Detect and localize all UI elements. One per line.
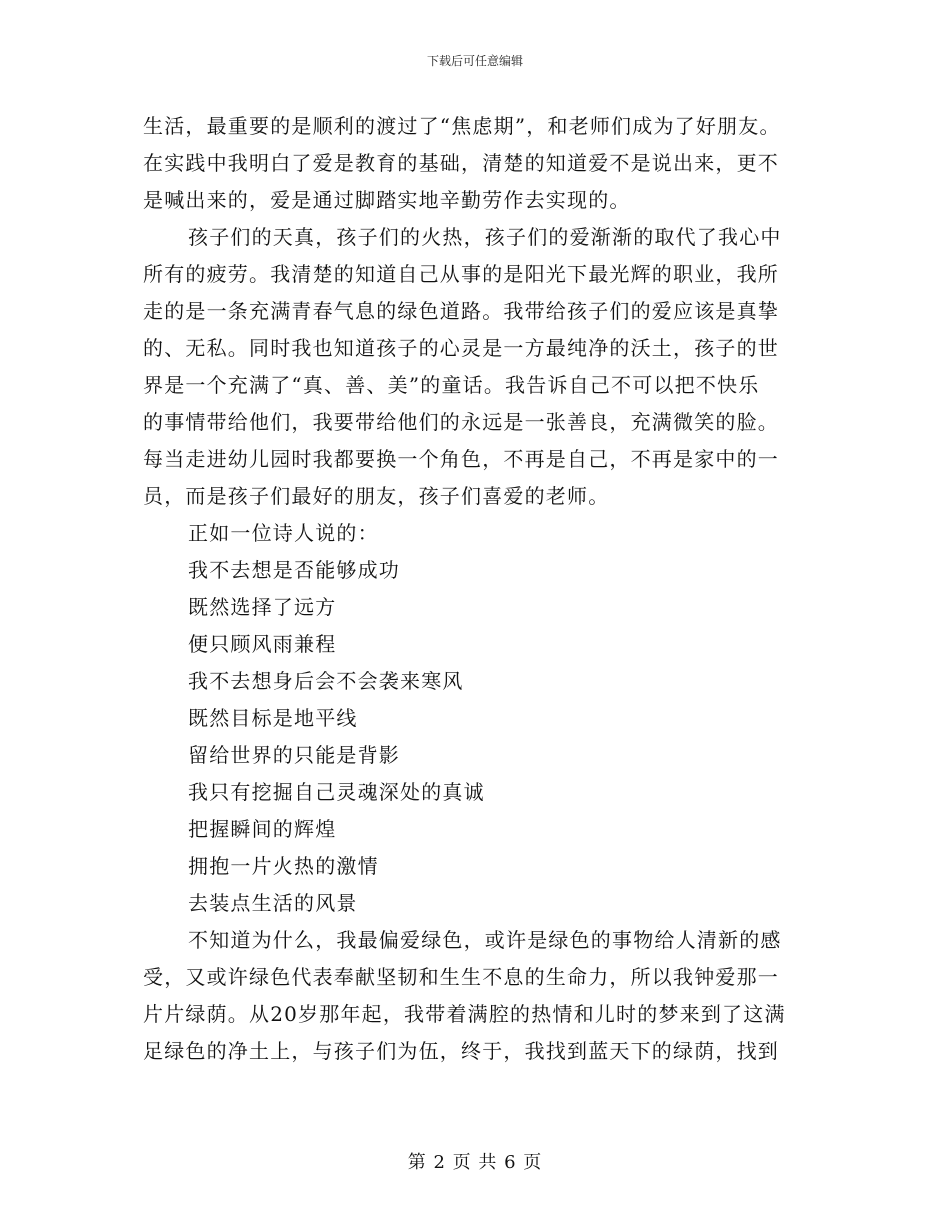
text-line: 所有的疲劳。我清楚的知道自己从事的是阳光下最光辉的职业，我所 xyxy=(143,262,779,286)
poem-line: 我不去想身后会不会袭来寒风 xyxy=(188,669,464,693)
poem-line: 便只顾风雨兼程 xyxy=(188,632,337,656)
text-line: 足绿色的净土上，与孩子们为伍，终于，我找到蓝天下的绿荫，找到 xyxy=(143,1039,779,1063)
poem-line: 把握瞬间的辉煌 xyxy=(188,817,337,841)
text-line: 的、无私。同时我也知道孩子的心灵是一方最纯净的沃土，孩子的世 xyxy=(143,336,779,360)
poem-line: 去装点生活的风景 xyxy=(188,891,358,915)
text-line: 生活，最重要的是顺利的渡过了“焦虑期”，和老师们成为了好朋友。 xyxy=(143,114,781,138)
text-line: 是喊出来的，爱是通过脚踏实地辛勤劳作去实现的。 xyxy=(143,188,631,212)
text-line: 片片绿荫。从20岁那年起，我带着满腔的热情和儿时的梦来到了这满 xyxy=(143,1002,786,1026)
paragraph-start: 不知道为什么，我最偏爱绿色，或许是绿色的事物给人清新的感 xyxy=(188,928,782,952)
text-line: 的事情带给他们，我要带给他们的永远是一张善良，充满微笑的脸。 xyxy=(143,410,779,434)
poem-line: 我只有挖掘自己灵魂深处的真诚 xyxy=(188,780,485,804)
poem-line: 留给世界的只能是背影 xyxy=(188,743,400,767)
text-line: 界是一个充满了“真、善、美”的童话。我告诉自己不可以把不快乐 xyxy=(143,373,760,397)
text-line: 员，而是孩子们最好的朋友，孩子们喜爱的老师。 xyxy=(143,484,610,508)
paragraph-start: 孩子们的天真，孩子们的火热，孩子们的爱渐渐的取代了我心中 xyxy=(188,225,782,249)
body-text xyxy=(143,108,808,1070)
poem-line: 拥抱一片火热的激情 xyxy=(188,854,379,878)
text-line: 受，又或许绿色代表奉献坚韧和生生不息的生命力，所以我钟爱那一 xyxy=(143,965,779,989)
page-header-note: 下载后可任意编辑 xyxy=(426,54,523,68)
poem-line: 既然选择了远方 xyxy=(188,595,337,619)
poem-line: 我不去想是否能够成功 xyxy=(188,558,400,582)
text-line: 走的是一条充满青春气息的绿色道路。我带给孩子们的爱应该是真挚 xyxy=(143,299,779,323)
page-number: 第 2 页 共 6 页 xyxy=(407,1152,543,1173)
text-line: 每当走进幼儿园时我都要换一个角色，不再是自己，不再是家中的一 xyxy=(143,447,779,471)
poem-line: 既然目标是地平线 xyxy=(188,706,358,730)
paragraph-start: 正如一位诗人说的： xyxy=(188,521,379,545)
text-line: 在实践中我明白了爱是教育的基础，清楚的知道爱不是说出来，更不 xyxy=(143,151,779,175)
